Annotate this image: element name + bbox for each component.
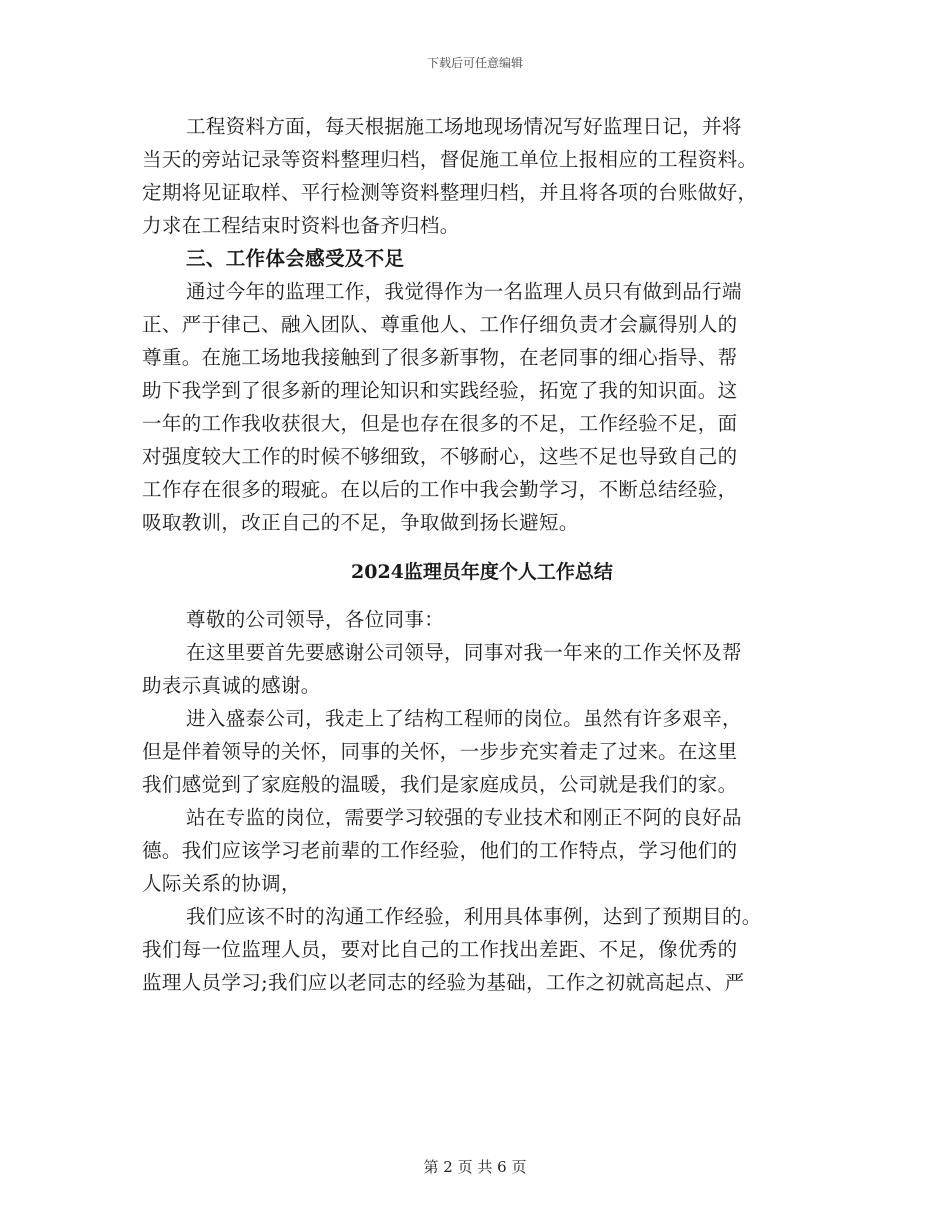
text-line: 我们感觉到了家庭般的温暖，我们是家庭成员，公司就是我们的家。 [142, 773, 738, 796]
text-line: 站在专监的岗位，需要学习较强的专业技术和刚正不阿的良好品 [186, 806, 742, 829]
paragraph-communication [142, 900, 822, 999]
greeting: 尊敬的公司领导，各位同事： [186, 608, 445, 631]
paragraph-joining [142, 702, 822, 801]
text-line: 力求在工程结束时资料也备齐归档。 [142, 214, 460, 237]
text-line: 一年的工作我收获很大，但是也存在很多的不足，工作经验不足，面 [142, 412, 738, 435]
text-line: 我们应该不时的沟通工作经验，利用具体事例，达到了预期目的。 [186, 905, 762, 928]
paragraph-position [142, 801, 822, 900]
page-footer: 第 2 页 共 6 页 [423, 1158, 527, 1176]
text-line: 人际关系的协调， [142, 872, 301, 895]
text-line: 我们每一位监理人员，要对比自己的工作找出差距、不足，像优秀的 [142, 938, 738, 961]
text-line: 助表示真诚的感谢。 [142, 674, 321, 697]
text-line: 德。我们应该学习老前辈的工作经验，他们的工作特点，学习他们的 [142, 839, 738, 862]
paragraph-engineering-docs [142, 110, 822, 242]
text-line: 通过今年的监理工作，我觉得作为一名监理人员只有做到品行端 [186, 280, 742, 303]
section-heading: 三、工作体会感受及不足 [186, 247, 405, 270]
text-line: 但是伴着领导的关怀，同事的关怀，一步步充实着走了过来。在这里 [142, 740, 738, 763]
page-content [142, 110, 822, 999]
text-line: 吸取教训，改正自己的不足，争取做到扬长避短。 [142, 511, 579, 534]
text-line: 对强度较大工作的时候不够细致，不够耐心，这些不足也导致自己的 [142, 445, 738, 468]
text-line: 当天的旁站记录等资料整理归档，督促施工单位上报相应的工程资料。 [142, 148, 758, 171]
text-line: 工作存在很多的瑕疵。在以后的工作中我会勤学习，不断总结经验， [142, 478, 738, 501]
text-line: 在这里要首先要感谢公司领导，同事对我一年来的工作关怀及帮 [186, 641, 742, 664]
text-line: 尊重。在施工场地我接触到了很多新事物，在老同事的细心指导、帮 [142, 346, 738, 369]
text-line: 正、严于律己、融入团队、尊重他人、工作仔细负责才会赢得别人的 [142, 313, 738, 336]
page-header: 下载后可任意编辑 [426, 56, 523, 70]
text-line: 监理人员学习;我们应以老同志的经验为基础，工作之初就高起点、严 [142, 971, 745, 994]
paragraph-experience [142, 275, 822, 539]
paragraph-thanks [142, 636, 822, 702]
text-line: 工程资料方面，每天根据施工场地现场情况写好监理日记，并将 [186, 115, 742, 138]
text-line: 助下我学到了很多新的理论知识和实践经验，拓宽了我的知识面。这 [142, 379, 738, 402]
article-title: 2024监理员年度个人工作总结 [351, 561, 613, 583]
text-line: 定期将见证取样、平行检测等资料整理归档，并且将各项的台账做好， [142, 181, 758, 204]
text-line: 进入盛泰公司，我走上了结构工程师的岗位。虽然有许多艰辛， [186, 707, 742, 730]
